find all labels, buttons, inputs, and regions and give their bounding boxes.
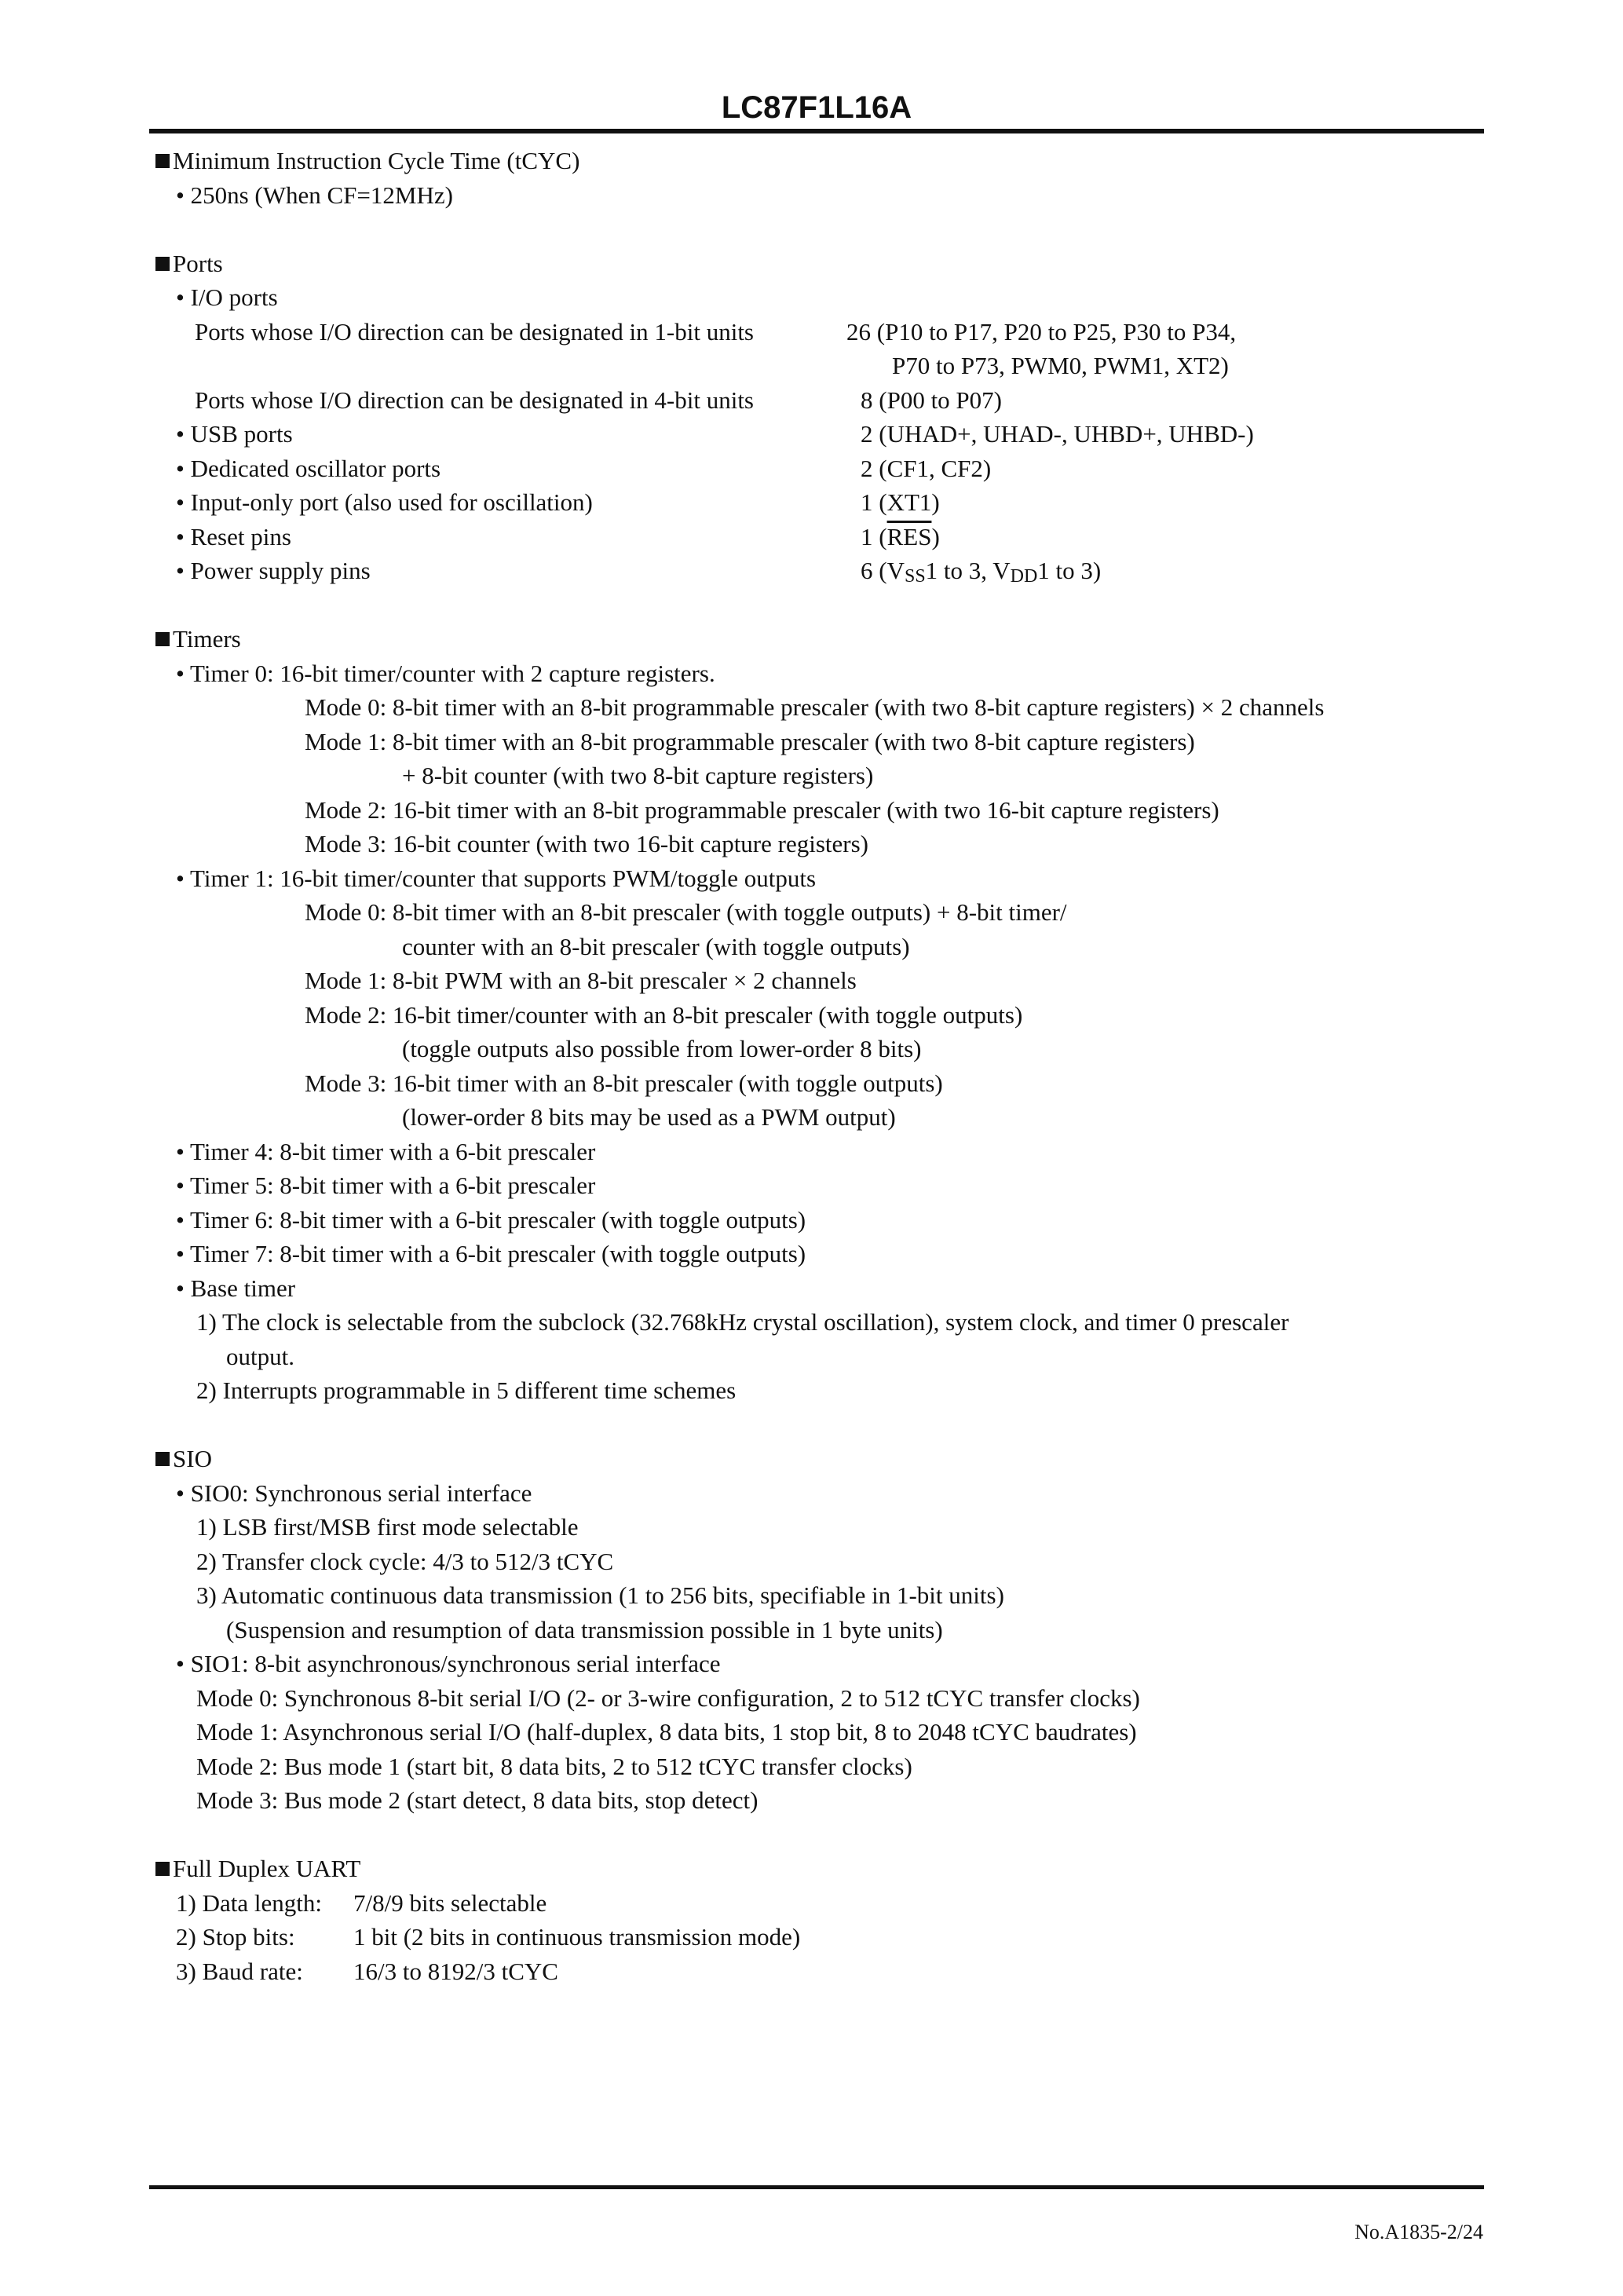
port-row xyxy=(155,315,1490,349)
port-value: 2 (CF1, CF2) xyxy=(861,454,992,482)
list-item-text: Mode 3: 16-bit counter (with two 16-bit capture registers) xyxy=(305,830,868,857)
list-item-text: • Timer 6: 8-bit timer with a 6-bit prescaler (with toggle outputs) xyxy=(176,1205,806,1234)
port-row xyxy=(155,349,1490,383)
list-item-text: (toggle outputs also possible from lower-order 8 bits) xyxy=(402,1035,922,1062)
list-item xyxy=(155,1783,1490,1818)
list-item xyxy=(155,930,1490,964)
list-item xyxy=(155,827,1490,861)
square-bullet-icon xyxy=(155,1862,170,1876)
list-item xyxy=(155,1578,1490,1613)
port-value: P70 to P73, PWM0, PWM1, XT2) xyxy=(892,352,1229,379)
list-item-text: • SIO1: 8-bit asynchronous/synchronous serial interface xyxy=(176,1650,721,1677)
list-item xyxy=(155,1271,1490,1306)
document-number: No.A1835-2/24 xyxy=(1354,2221,1483,2243)
uart-label: 1) Data length: xyxy=(176,1888,322,1917)
list-item-text: • SIO0: Synchronous serial interface xyxy=(176,1479,532,1507)
list-item-text: (lower-order 8 bits may be used as a PWM output) xyxy=(402,1103,896,1131)
port-row xyxy=(155,485,1490,520)
list-item-text: Mode 0: 8-bit timer with an 8-bit prescaler (with toggle outputs) + 8-bit timer/ xyxy=(305,898,1067,926)
list-item-text: 1) LSB first/MSB first mode selectable xyxy=(196,1513,579,1541)
subscript: DD xyxy=(1010,566,1038,587)
list-item xyxy=(155,1100,1490,1135)
list-item xyxy=(155,1168,1490,1203)
value-text: 1 ( xyxy=(861,522,887,550)
list-item-text: 2) Interrupts programmable in 5 different time schemes xyxy=(196,1377,737,1404)
port-value xyxy=(861,520,940,554)
list-item-text: Mode 1: Asynchronous serial I/O (half-duplex, 8 data bits, 1 stop bit, 8 to 2048 tCYC baudrates) xyxy=(196,1718,1137,1746)
port-value xyxy=(861,485,940,520)
value-text: 1 ( xyxy=(861,488,887,516)
heading-text: Minimum Instruction Cycle Time (tCYC) xyxy=(173,147,580,174)
header-rule xyxy=(149,129,1484,133)
port-label: • Power supply pins xyxy=(176,557,371,584)
list-item-text: Mode 2: Bus mode 1 (start bit, 8 data bits, 2 to 512 tCYC transfer clocks) xyxy=(196,1752,912,1780)
list-item xyxy=(155,1340,1490,1374)
port-row xyxy=(155,383,1490,418)
uart-value: 7/8/9 bits selectable xyxy=(353,1888,547,1917)
uart-label: 2) Stop bits: xyxy=(176,1923,295,1951)
section-heading-cycle xyxy=(155,144,1490,178)
list-item-text: Mode 1: 8-bit PWM with an 8-bit prescaler × 2 channels xyxy=(305,967,857,994)
list-item xyxy=(155,861,1490,896)
list-item-text: Mode 0: Synchronous 8-bit serial I/O (2- or 3-wire configuration, 2 to 512 tCYC transfer clocks) xyxy=(196,1684,1140,1712)
pin-name-overline: $\overline{RES}$ xyxy=(886,522,932,550)
value-text: 6 (V xyxy=(861,557,905,584)
port-label: • Input-only port (also used for oscillation) xyxy=(176,488,593,516)
section-heading-uart xyxy=(155,1852,1490,1886)
list-item-text: (Suspension and resumption of data transmission possible in 1 byte units) xyxy=(226,1615,943,1643)
value-text: ) xyxy=(931,488,940,516)
uart-value: 1 bit (2 bits in continuous transmission mode) xyxy=(353,1923,801,1951)
list-item-text: output. xyxy=(226,1342,294,1370)
list-item-text: Mode 2: 16-bit timer with an 8-bit programmable prescaler (with two 16-bit capture registers) xyxy=(305,795,1219,824)
list-item xyxy=(155,1135,1490,1169)
list-item xyxy=(155,793,1490,828)
list-item-text: + 8-bit counter (with two 8-bit capture registers) xyxy=(402,762,874,789)
list-item-text: 2) Transfer clock cycle: 4/3 to 512/3 tCYC xyxy=(196,1547,614,1575)
list-item-text: 1) The clock is selectable from the subclock (32.768kHz crystal oscillation), system clock, and timer 0 prescaler xyxy=(196,1308,1289,1336)
list-item xyxy=(155,1510,1490,1545)
square-bullet-icon xyxy=(155,1452,170,1466)
port-label: • Dedicated oscillator ports xyxy=(176,454,441,482)
list-item xyxy=(155,1373,1490,1408)
port-value: 26 (P10 to P17, P20 to P25, P30 to P34, xyxy=(846,317,1237,345)
uart-label: 3) Baud rate: xyxy=(176,1957,303,1985)
list-item xyxy=(155,1545,1490,1579)
value-text: 1 to 3, V xyxy=(925,557,1011,584)
list-item-text: 3) Automatic continuous data transmission (1 to 256 bits, specifiable in 1-bit units) xyxy=(196,1581,1004,1609)
list-item xyxy=(155,725,1490,759)
list-item-text: • Timer 0: 16-bit timer/counter with 2 capture registers. xyxy=(176,659,715,687)
list-item xyxy=(155,1647,1490,1681)
list-item xyxy=(155,656,1490,691)
port-row xyxy=(155,417,1490,452)
uart-row xyxy=(155,1886,1490,1921)
list-item xyxy=(155,1715,1490,1749)
list-item-text: • 250ns (When CF=12MHz) xyxy=(176,181,453,209)
list-item xyxy=(155,1203,1490,1238)
list-item xyxy=(155,1032,1490,1066)
spec-content xyxy=(155,144,1490,1988)
list-item-text: Mode 0: 8-bit timer with an 8-bit programmable prescaler (with two 8-bit capture registers) × 2 channels xyxy=(305,693,1325,721)
uart-row xyxy=(155,1954,1490,1989)
value-text: ) xyxy=(931,522,940,550)
list-item-text: counter with an 8-bit prescaler (with toggle outputs) xyxy=(402,932,910,960)
list-item xyxy=(155,1305,1490,1340)
list-item xyxy=(155,998,1490,1033)
list-item-text: • Timer 1: 16-bit timer/counter that supports PWM/toggle outputs xyxy=(176,864,817,892)
port-label: • Reset pins xyxy=(176,522,291,550)
square-bullet-icon xyxy=(155,632,170,646)
port-value xyxy=(861,554,1101,588)
list-item xyxy=(155,690,1490,725)
port-row xyxy=(155,554,1490,588)
list-item xyxy=(155,1066,1490,1101)
list-item xyxy=(155,895,1490,930)
list-item-text: Mode 1: 8-bit timer with an 8-bit programmable prescaler (with two 8-bit capture registers) xyxy=(305,727,1195,755)
port-label: • USB ports xyxy=(176,420,293,448)
section-heading-sio xyxy=(155,1442,1490,1476)
list-item-text: • Timer 5: 8-bit timer with a 6-bit prescaler xyxy=(176,1172,596,1199)
port-value: 8 (P00 to P07) xyxy=(861,386,1002,414)
list-item xyxy=(155,963,1490,998)
list-item-text: • Base timer xyxy=(176,1274,296,1302)
list-item xyxy=(155,1237,1490,1271)
subscript: SS xyxy=(904,566,926,587)
port-row xyxy=(155,452,1490,486)
port-row xyxy=(155,520,1490,554)
list-item xyxy=(155,1476,1490,1511)
page-title: LC87F1L16A xyxy=(721,90,912,125)
heading-text: Full Duplex UART xyxy=(173,1855,361,1882)
list-item xyxy=(155,280,1490,315)
list-item-text: • I/O ports xyxy=(176,283,278,311)
list-item-text: Mode 3: 16-bit timer with an 8-bit prescaler (with toggle outputs) xyxy=(305,1069,943,1097)
list-item xyxy=(155,1749,1490,1784)
list-item xyxy=(155,759,1490,793)
list-item-text: Mode 2: 16-bit timer/counter with an 8-bit prescaler (with toggle outputs) xyxy=(305,1000,1023,1029)
heading-text: Ports xyxy=(173,249,223,277)
port-value: 2 (UHAD+, UHAD-, UHBD+, UHBD-) xyxy=(861,420,1254,448)
section-heading-ports xyxy=(155,247,1490,281)
square-bullet-icon xyxy=(155,154,170,168)
square-bullet-icon xyxy=(155,257,170,271)
list-item xyxy=(155,178,1490,213)
value-text: 1 to 3) xyxy=(1037,557,1102,584)
heading-text: SIO xyxy=(173,1445,212,1472)
uart-row xyxy=(155,1920,1490,1954)
port-label: Ports whose I/O direction can be designated in 1-bit units xyxy=(195,317,755,345)
list-item xyxy=(155,1613,1490,1647)
list-item-text: Mode 3: Bus mode 2 (start detect, 8 data bits, stop detect) xyxy=(196,1786,758,1814)
footer-rule xyxy=(149,2185,1484,2189)
section-heading-timers xyxy=(155,622,1490,656)
heading-text: Timers xyxy=(173,625,241,653)
list-item-text: • Timer 4: 8-bit timer with a 6-bit prescaler xyxy=(176,1137,596,1165)
uart-value: 16/3 to 8192/3 tCYC xyxy=(353,1957,558,1985)
port-label: Ports whose I/O direction can be designated in 4-bit units xyxy=(195,386,755,414)
pin-name: XT1 xyxy=(886,488,932,516)
list-item-text: • Timer 7: 8-bit timer with a 6-bit prescaler (with toggle outputs) xyxy=(176,1240,806,1267)
list-item xyxy=(155,1681,1490,1716)
